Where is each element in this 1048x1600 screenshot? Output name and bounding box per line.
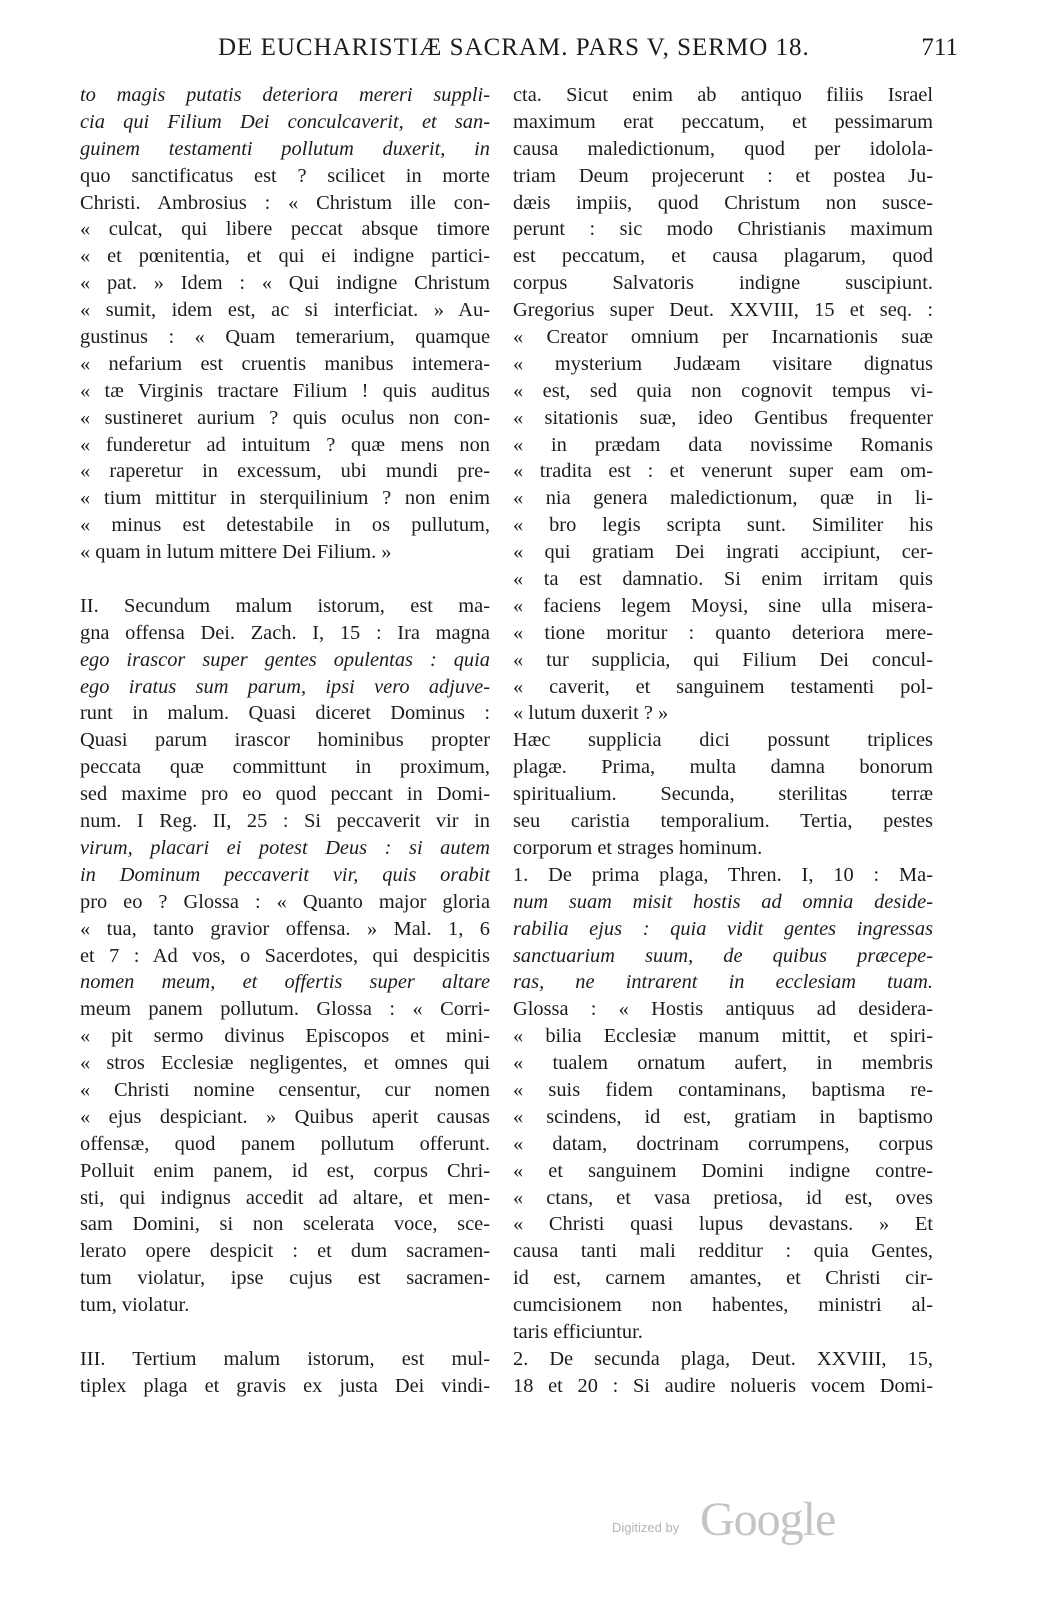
text-line: « pit sermo divinus Episcopos et mini- xyxy=(80,1025,490,1048)
text-line: tiplex plaga et gravis ex justa Dei vindi- xyxy=(80,1374,490,1397)
running-title: DE EUCHARISTIÆ SACRAM. PARS V, SERMO 18. xyxy=(218,34,810,61)
text-line: sam Domini, si non scelerata voce, sce- xyxy=(80,1213,490,1236)
text-line: taris efficiuntur. xyxy=(513,1320,643,1343)
text-line: tum, violatur. xyxy=(80,1294,190,1317)
text-line: « tione moritur : quanto deteriora mere- xyxy=(513,621,933,644)
text-line: « tur supplicia, qui Filium Dei concul- xyxy=(513,648,933,671)
text-line: est peccatum, et causa plagarum, quod xyxy=(513,245,933,268)
right-text-column xyxy=(513,82,933,1400)
text-line: Quasi parum irascor hominibus propter xyxy=(80,729,490,752)
text-line: « qui gratiam Dei ingrati accipiunt, cer- xyxy=(513,541,933,564)
text-line: « tradita est : et venerunt super eam om- xyxy=(513,460,933,483)
text-line: perunt : sic modo Christianis maximum xyxy=(513,218,933,241)
text-line: « et pœnitentia, et qui ei indigne partici- xyxy=(80,245,490,268)
text-line: « mysterium Judæam visitare dignatus xyxy=(513,352,933,375)
text-line: num suam misit hostis ad omnia deside- xyxy=(513,890,933,913)
text-line: ras, ne intrarent in ecclesiam tuam. xyxy=(513,971,933,994)
text-line: nomen meum, et offertis super altare xyxy=(80,971,490,994)
text-line: II. Secundum malum istorum, est ma- xyxy=(80,594,490,617)
text-line: seu caristia temporalium. Tertia, pestes xyxy=(513,810,933,833)
text-line: « pat. » Idem : « Qui indigne Christum xyxy=(80,272,490,295)
text-line: « ctans, et vasa pretiosa, id est, oves xyxy=(513,1186,933,1209)
text-line: gustinus : « Quam temerarium, quamque xyxy=(80,326,490,349)
text-line: sed maxime pro eo quod peccant in Domi- xyxy=(80,783,490,806)
text-line: pro eo ? Glossa : « Quanto major gloria xyxy=(80,890,490,913)
text-line: tum violatur, ipse cujus est sacramen- xyxy=(80,1267,490,1290)
text-line: « scindens, id est, gratiam in baptismo xyxy=(513,1105,933,1128)
text-line: « sustineret aurium ? quis oculus non con- xyxy=(80,406,490,429)
text-line: causa maledictionum, quod per idolola- xyxy=(513,137,933,160)
text-line: « datam, doctrinam corrumpens, corpus xyxy=(513,1132,933,1155)
text-line: « et sanguinem Domini indigne contre- xyxy=(513,1159,933,1182)
text-line: « suis fidem contaminans, baptisma re- xyxy=(513,1078,933,1101)
text-line: « bro legis scripta sunt. Similiter his xyxy=(513,514,933,537)
text-line: virum, placari ei potest Deus : si autem xyxy=(80,836,490,859)
text-line: Christi. Ambrosius : « Christum ille con- xyxy=(80,191,490,214)
text-line: sti, qui indignus accedit ad altare, et men- xyxy=(80,1186,490,1209)
digitization-watermark xyxy=(612,1492,872,1552)
text-line: « nia genera maledictionum, quæ in li- xyxy=(513,487,933,510)
text-line: « lutum duxerit ? » xyxy=(513,702,669,725)
text-line: num. I Reg. II, 25 : Si peccaverit vir in xyxy=(80,810,490,833)
text-line: « sitationis suæ, ideo Gentibus frequenter xyxy=(513,406,933,429)
text-line: spiritualium. Secunda, sterilitas terræ xyxy=(513,783,933,806)
text-line: « Christi quasi lupus devastans. » Et xyxy=(513,1213,933,1236)
paragraph-gap xyxy=(80,1319,490,1346)
text-line: dæis impiis, quod Christum non susce- xyxy=(513,191,933,214)
text-line: et 7 : Ad vos, o Sacerdotes, qui despicitis xyxy=(80,944,490,967)
text-line: cumcisionem non habentes, ministri al- xyxy=(513,1294,933,1317)
text-line: « stros Ecclesiæ negligentes, et omnes qui xyxy=(80,1052,490,1075)
text-line: guinem testamenti pollutum duxerit, in xyxy=(80,137,490,160)
text-line: ego iratus sum parum, ipsi vero adjuve- xyxy=(80,675,490,698)
left-text-column xyxy=(80,82,490,1400)
text-line: rabilia ejus : quia vidit gentes ingressas xyxy=(513,917,933,940)
text-line: ego irascor super gentes opulentas : quia xyxy=(80,648,490,671)
text-line: sanctuarium suum, de quibus præcepe- xyxy=(513,944,933,967)
text-line: peccata quæ committunt in proximum, xyxy=(80,756,490,779)
text-line: runt in malum. Quasi diceret Dominus : xyxy=(80,702,490,725)
text-line: « bilia Ecclesiæ manum mittit, et spiri- xyxy=(513,1025,933,1048)
text-line: cia qui Filium Dei conculcaverit, et san- xyxy=(80,110,490,133)
text-line: « sumit, idem est, ac si interficiat. » Au- xyxy=(80,299,490,322)
text-line: quo sanctificatus est ? scilicet in morte xyxy=(80,164,490,187)
text-line: « culcat, qui libere peccat absque timore xyxy=(80,218,490,241)
text-line: id est, carnem amantes, et Christi cir- xyxy=(513,1267,933,1290)
text-line: maximum erat peccatum, et pessimarum xyxy=(513,110,933,133)
text-line: « tæ Virginis tractare Filium ! quis auditus xyxy=(80,379,490,402)
text-line: Polluit enim panem, id est, corpus Chri- xyxy=(80,1159,490,1182)
text-line: « Christi nomine censentur, cur nomen xyxy=(80,1078,490,1101)
text-line: 18 et 20 : Si audire nolueris vocem Domi- xyxy=(513,1374,933,1397)
text-line: corpus Salvatoris indigne suscipiunt. xyxy=(513,272,933,295)
text-line: gna offensa Dei. Zach. I, 15 : Ira magna xyxy=(80,621,490,644)
text-line: « nefarium est cruentis manibus intemera- xyxy=(80,352,490,375)
text-line: « Creator omnium per Incarnationis suæ xyxy=(513,326,933,349)
text-line: in Dominum peccaverit vir, quis orabit xyxy=(80,863,490,886)
text-line: cta. Sicut enim ab antiquo filiis Israel xyxy=(513,84,933,106)
digitized-by-label: Digitized by xyxy=(612,1520,680,1535)
text-line: offensæ, quod panem pollutum offerunt. xyxy=(80,1132,490,1155)
text-line: « in prædam data novissime Romanis xyxy=(513,433,933,456)
text-line: to magis putatis deteriora mereri suppli- xyxy=(80,84,490,106)
text-line: « tium mittitur in sterquilinium ? non enim xyxy=(80,487,490,510)
text-line: « tualem ornatum aufert, in membris xyxy=(513,1052,933,1075)
text-line: Gregorius super Deut. XXVIII, 15 et seq. : xyxy=(513,299,933,322)
text-line: triam Deum projecerunt : et postea Ju- xyxy=(513,164,933,187)
text-line: III. Tertium malum istorum, est mul- xyxy=(80,1347,490,1370)
text-line: plagæ. Prima, multa damna bonorum xyxy=(513,756,933,779)
text-line: Glossa : « Hostis antiquus ad desidera- xyxy=(513,998,933,1021)
text-line: meum panem pollutum. Glossa : « Corri- xyxy=(80,998,490,1021)
text-line: 2. De secunda plaga, Deut. XXVIII, 15, xyxy=(513,1347,933,1370)
page-number: 711 xyxy=(921,34,958,61)
paragraph-gap xyxy=(80,566,490,593)
text-line: « ejus despiciant. » Quibus aperit causas xyxy=(80,1105,490,1128)
text-line: lerato opere despicit : et dum sacramen- xyxy=(80,1240,490,1263)
text-line: corporum et strages hominum. xyxy=(513,836,763,859)
text-line: « quam in lutum mittere Dei Filium. » xyxy=(80,541,392,564)
text-line: « funderetur ad intuitum ? quæ mens non xyxy=(80,433,490,456)
text-line: « caverit, et sanguinem testamenti pol- xyxy=(513,675,933,698)
text-line: « tua, tanto gravior offensa. » Mal. 1, 6 xyxy=(80,917,490,940)
running-header xyxy=(78,34,958,68)
text-line: Hæc supplicia dici possunt triplices xyxy=(513,729,933,752)
text-line: « minus est detestabile in os pullutum, xyxy=(80,514,490,537)
text-line: « ta est damnatio. Si enim irritam quis xyxy=(513,568,933,591)
text-line: 1. De prima plaga, Thren. I, 10 : Ma- xyxy=(513,863,933,886)
google-logo: Google xyxy=(700,1493,836,1546)
text-line: « raperetur in excessum, ubi mundi pre- xyxy=(80,460,490,483)
text-line: « est, sed quia non cognovit tempus vi- xyxy=(513,379,933,402)
text-line: causa tanti mali redditur : quia Gentes, xyxy=(513,1240,933,1263)
text-line: « faciens legem Moysi, sine ulla misera- xyxy=(513,594,933,617)
